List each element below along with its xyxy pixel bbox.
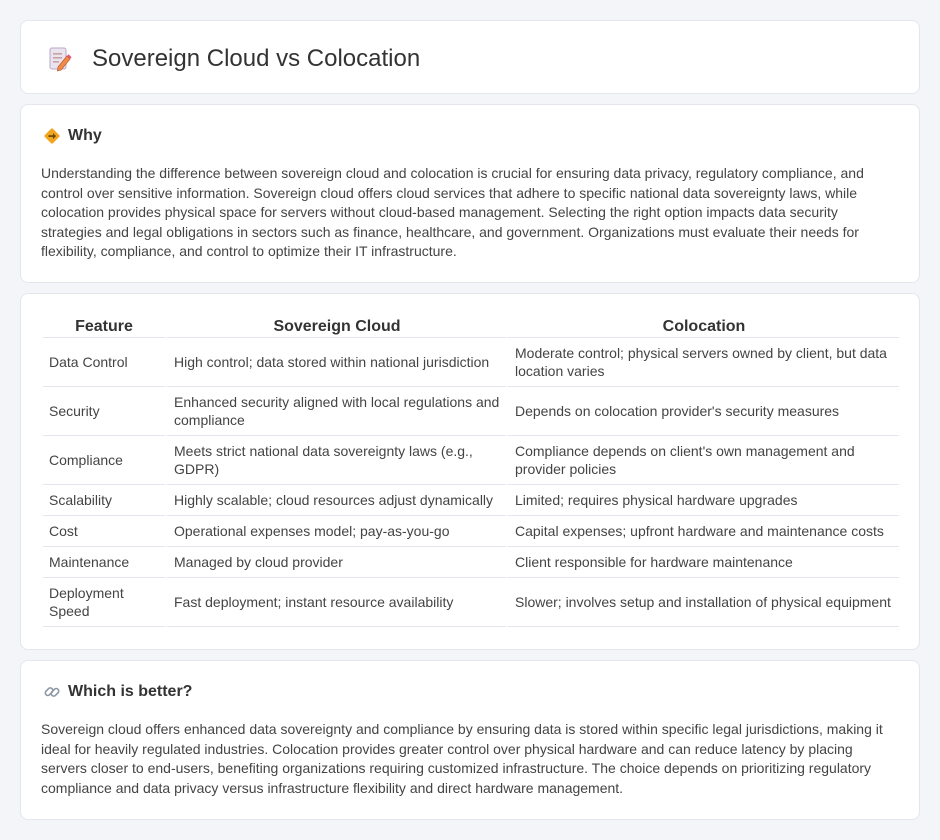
table-row [43, 338, 899, 387]
sovereign-cell: Fast deployment; instant resource availability [165, 578, 506, 627]
table-row [43, 578, 899, 627]
table-row [43, 547, 899, 578]
sovereign-cell: Highly scalable; cloud resources adjust dynamically [165, 485, 506, 516]
better-heading: Which is better? [68, 683, 193, 700]
colocation-cell: Moderate control; physical servers owned by client, but data location varies [506, 338, 899, 387]
table-row [43, 516, 899, 547]
better-text: Sovereign cloud offers enhanced data sovereignty and compliance by ensuring data is stored within specific legal jurisdictions, making it ideal for heavily regulated industries. Colocation provides greater control over physical hardware and can reduce latency by placing servers closer to end-users, benefiting organizations requiring customized infrastructure. The choice depends on prioritizing regulatory compliance and data privacy versus infrastructure flexibility and direct hardware management. [41, 721, 883, 796]
table-row [43, 387, 899, 436]
why-heading: Why [68, 127, 102, 144]
why-section [20, 104, 920, 283]
title-card [20, 20, 920, 94]
sovereign-cell: Meets strict national data sovereignty laws (e.g., GDPR) [165, 436, 506, 485]
header-feature: Feature [43, 316, 165, 338]
colocation-cell: Capital expenses; upfront hardware and maintenance costs [506, 516, 899, 547]
diamond-sign-icon [43, 127, 61, 145]
header-sovereign-cloud: Sovereign Cloud [165, 316, 506, 338]
page-title: Sovereign Cloud vs Colocation [92, 45, 421, 72]
colocation-cell: Slower; involves setup and installation of physical equipment [506, 578, 899, 627]
feature-cell: Deployment Speed [43, 578, 165, 627]
sovereign-cell: Operational expenses model; pay-as-you-go [165, 516, 506, 547]
feature-cell: Security [43, 387, 165, 436]
comparison-section [20, 293, 920, 650]
sovereign-cell: Managed by cloud provider [165, 547, 506, 578]
link-icon [43, 683, 61, 701]
sovereign-cell: Enhanced security aligned with local regulations and compliance [165, 387, 506, 436]
feature-cell: Maintenance [43, 547, 165, 578]
colocation-cell: Depends on colocation provider's security measures [506, 387, 899, 436]
comparison-table [43, 316, 899, 627]
table-header-row [43, 316, 899, 338]
table-row [43, 436, 899, 485]
which-is-better-section [20, 660, 920, 820]
table-row [43, 485, 899, 516]
header-colocation: Colocation [506, 316, 899, 338]
feature-cell: Compliance [43, 436, 165, 485]
document-pencil-icon [45, 45, 73, 73]
why-text: Understanding the difference between sovereign cloud and colocation is crucial for ensuring data privacy, regulatory compliance, and control over sensitive information. Sovereign cloud offers cloud services that adhere to specific national data sovereignty laws, while colocation provides physical space for servers without cloud-based management. Selecting the right option impacts data security strategies and legal obligations in sectors such as finance, healthcare, and government. Organizations must evaluate their needs for flexibility, compliance, and control to optimize their IT infrastructure. [41, 165, 864, 260]
sovereign-cell: High control; data stored within national jurisdiction [165, 338, 506, 387]
feature-cell: Data Control [43, 338, 165, 387]
feature-cell: Cost [43, 516, 165, 547]
colocation-cell: Client responsible for hardware maintenance [506, 547, 899, 578]
colocation-cell: Limited; requires physical hardware upgrades [506, 485, 899, 516]
feature-cell: Scalability [43, 485, 165, 516]
colocation-cell: Compliance depends on client's own management and provider policies [506, 436, 899, 485]
